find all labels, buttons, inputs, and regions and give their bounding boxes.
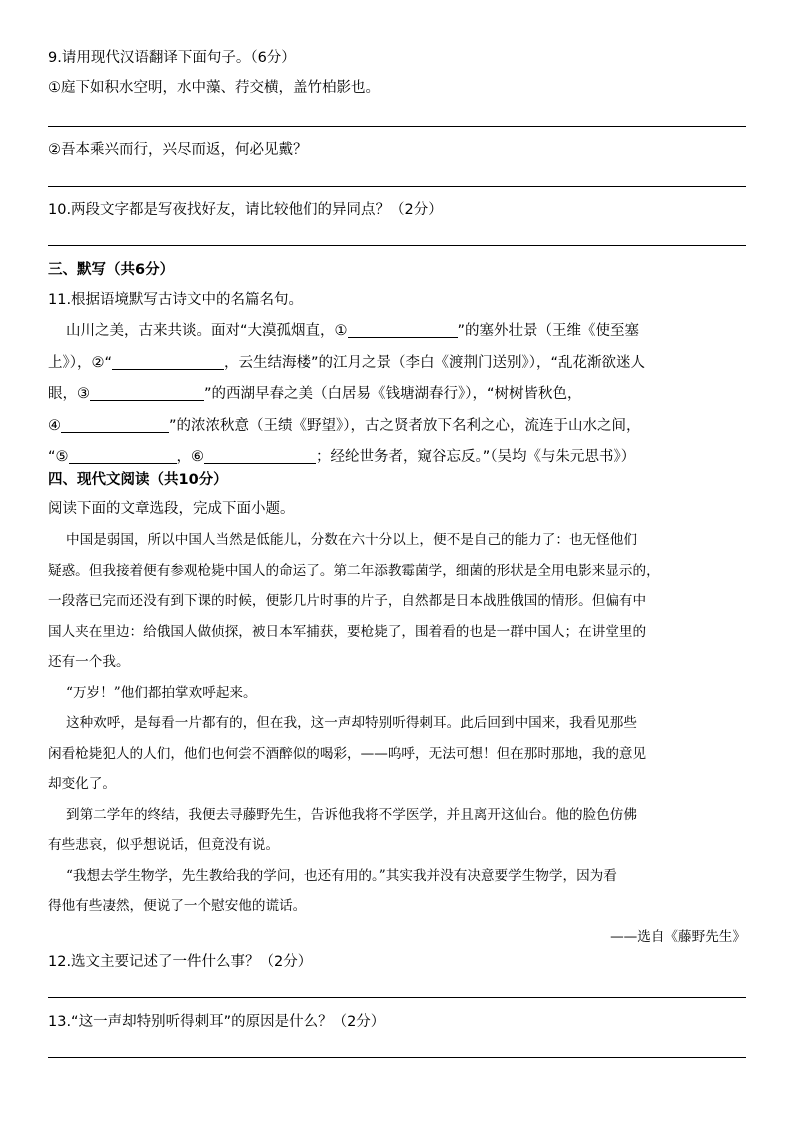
q9-title: 9.请用现代汉语翻译下面句子。（6分） — [48, 50, 296, 66]
passage-line: 到第二学年的终结，我便去寻藤野先生，告诉他我将不学医学，并且离开这仙台。他的脸色仿佛 — [66, 806, 637, 823]
passage-line: “万岁！”他们都拍掌欢呼起来。 — [66, 684, 257, 701]
q11-text: 上》），②“ — [48, 354, 113, 371]
passage-line: “我想去学生物学，先生教给我的学问，也还有用的。”其实我并没有决意要学生物学，因为看 — [66, 867, 617, 884]
q11-fill-paragraph — [48, 316, 645, 474]
blank-6[interactable] — [204, 447, 316, 464]
blank-3[interactable] — [90, 384, 204, 401]
passage-source: ——选自《藤野先生》 — [610, 928, 746, 945]
answer-line-q9-2[interactable] — [48, 186, 746, 187]
q11-text: ”的塞外壮景（王维《使至塞 — [457, 323, 640, 339]
section-3-heading: 三、默写（共6分） — [48, 262, 175, 278]
passage-line: 中国是弱国，所以中国人当然是低能儿，分数在六十分以上，便不是自己的能力了：也无怪他们 — [66, 532, 637, 548]
q11-text: ④ — [48, 417, 61, 434]
q11-text: “⑤ — [48, 449, 69, 465]
q12-title: 12.选文主要记述了一件什么事？（2分） — [48, 954, 313, 970]
blank-1[interactable] — [348, 321, 458, 338]
section-4-heading: 四、现代文阅读（共10分） — [48, 472, 228, 488]
passage-line: 得他有些凄然，便说了一个慰安他的谎话。 — [48, 898, 307, 914]
passage-line: 还有一个我。 — [48, 654, 130, 670]
q10-title: 10.两段文字都是写夜找好友，请比较他们的异同点？（2分） — [48, 202, 443, 218]
reading-intro: 阅读下面的文章选段，完成下面小题。 — [48, 501, 295, 517]
q11-text: ”的西湖早春之美（白居易《钱塘湖春行》），“树树皆秋色， — [204, 386, 582, 402]
reading-passage — [48, 525, 746, 952]
passage-line: 疑惑。但我接着便有参观枪毙中国人的命运了。第二年添教霉菌学，细菌的形状是全用电影来显示的， — [48, 562, 660, 579]
passage-line: 却变化了。 — [48, 776, 116, 792]
q13-title: 13.“这一声却特别听得刺耳”的原因是什么？（2分） — [48, 1014, 386, 1030]
passage-line: 一段落已完而还没有到下课的时候，便影几片时事的片子，自然都是日本战胜俄国的情形。但偏有中 — [48, 593, 647, 609]
q11-text: ”的浓浓秋意（王绩《野望》），古之贤者放下名利之心，流连于山水之间， — [169, 417, 641, 434]
q11-text: ；经纶世务者，窥谷忘反。”（吴均《与朱元思书》） — [316, 449, 636, 465]
blank-2[interactable] — [112, 353, 224, 370]
answer-line-q12[interactable] — [48, 997, 746, 998]
q11-text: 眼，③ — [48, 386, 90, 402]
passage-line: 闲看枪毙犯人的人们，他们也何尝不酒醉似的喝彩，——呜呼，无法可想！但在那时那地，我的意见 — [48, 745, 647, 762]
q9-sentence-2: ②吾本乘兴而行，兴尽而返，何必见戴？ — [48, 142, 308, 158]
q11-text: ，云生结海楼”的江月之景（李白《渡荆门送别》），“乱花渐欲迷人 — [224, 354, 646, 371]
answer-line-q10[interactable] — [48, 245, 746, 246]
blank-5[interactable] — [69, 447, 177, 464]
q9-sentence-1: ①庭下如积水空明，水中藻、荇交横，盖竹柏影也。 — [48, 80, 380, 96]
passage-line: 这种欢呼，是每看一片都有的，但在我，这一声却特别听得刺耳。此后回到中国来，我看见那些 — [66, 715, 637, 731]
passage-line: 国人夹在里边：给俄国人做侦探，被日本军捕获，要枪毙了，围着看的也是一群中国人；在讲堂里的 — [48, 623, 647, 640]
blank-4[interactable] — [61, 416, 169, 433]
q11-text: ，⑥ — [176, 449, 205, 465]
answer-line-q9-1[interactable] — [48, 126, 746, 127]
answer-line-q13[interactable] — [48, 1057, 746, 1058]
q11-title: 11.根据语境默写古诗文中的名篇名句。 — [48, 292, 304, 308]
passage-line: 有些悲哀，似乎想说话，但竟没有说。 — [48, 837, 280, 853]
q11-text: 山川之美，古来共谈。面对“大漠孤烟直，① — [66, 323, 348, 339]
